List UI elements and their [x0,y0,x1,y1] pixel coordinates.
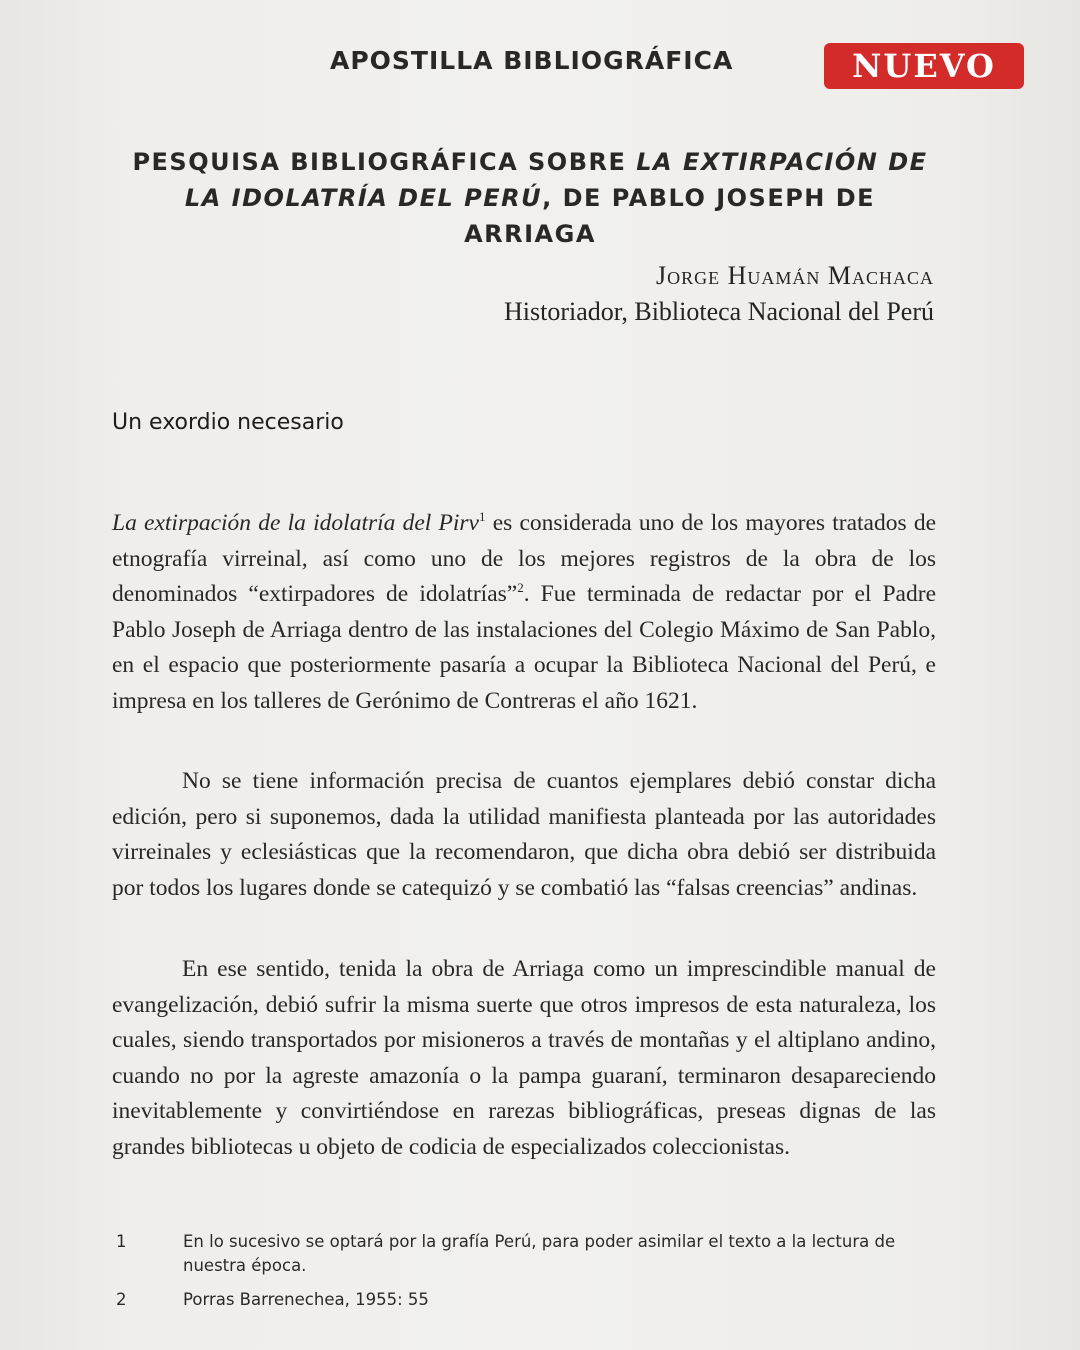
footnote-ref-1: 1 [479,509,486,525]
footnote-2 [116,1288,946,1312]
footnote-1 [116,1230,946,1278]
section-label: APOSTILLA BIBLIOGRÁFICA [330,46,734,75]
title-part-2: , DE PABLO JOSEPH DE ARRIAGA [464,184,876,248]
paragraph-1 [112,506,936,719]
title-part-1: PESQUISA BIBLIOGRÁFICA SOBRE [132,148,637,176]
footnote-text: Porras Barrenechea, 1955: 55 [183,1290,429,1309]
paragraph-2 [112,764,936,906]
paragraph-3 [112,952,936,1165]
author-block [504,258,934,330]
section-subheading: Un exordio necesario [112,410,344,435]
title-italic: LA EXTIRPACIÓN DE LA IDOLATRÍA DEL PERÚ [184,148,928,212]
author-affiliation: Historiador, Biblioteca Nacional del Perú [503,297,934,326]
footnote-ref-2: 2 [517,580,524,596]
paragraph-2-text: No se tiene información precisa de cuantos ejemplares debió constar dicha edición, pero si suponemos, dada la utilidad manifiesta planteada por las autoridades virreinales y eclesiásticas que la recomendaron, que dicha obra debió ser distribuida por todos los lugares donde se catequizó y se combatió las “falsas creencias” andinas. [112,768,936,901]
paragraph-1-text-a: es considerada uno de los mayores tratados de etnografía virreinal, así como uno de los mejores registros de la obra de los denominados “extirpadores de idolatrías” [112,510,937,607]
footnote-number: 1 [116,1232,127,1251]
footnote-text: En lo sucesivo se optará por la grafía Perú, para poder asimilar el texto a la lectura de nuestra época. [183,1232,896,1275]
work-title-italic: La extirpación de la idolatría del Pirv [112,510,479,536]
article-title [120,144,940,252]
paragraph-3-text: En ese sentido, tenida la obra de Arriaga como un imprescindible manual de evangelización, debió sufrir la misma suerte que otros impresos de esta naturaleza, los cuales, siendo transportados por misioneros a través de montañas y el altiplano andino, cuando no por la agreste amazonía o la pampa guaraní, terminaron desapareciendo inevitablemente y convirtiéndose en rarezas bibliográficas, preseas dignas de las grandes bibliotecas u objeto de codicia de especializados coleccionistas. [112,956,936,1160]
paragraph-1-text-b: . Fue terminada de redactar por el Padre Pablo Joseph de Arriaga dentro de las instalaciones del Colegio Máximo de San Pablo, en el espacio que posteriormente pasaría a ocupar la Biblioteca Nacional del Perú, e impresa en los talleres de Gerónimo de Contreras el año 1621. [112,581,936,714]
author-name: Jorge Huamán Machaca [655,261,934,290]
new-badge: NUEVO [824,43,1024,89]
footnote-number: 2 [116,1290,127,1309]
